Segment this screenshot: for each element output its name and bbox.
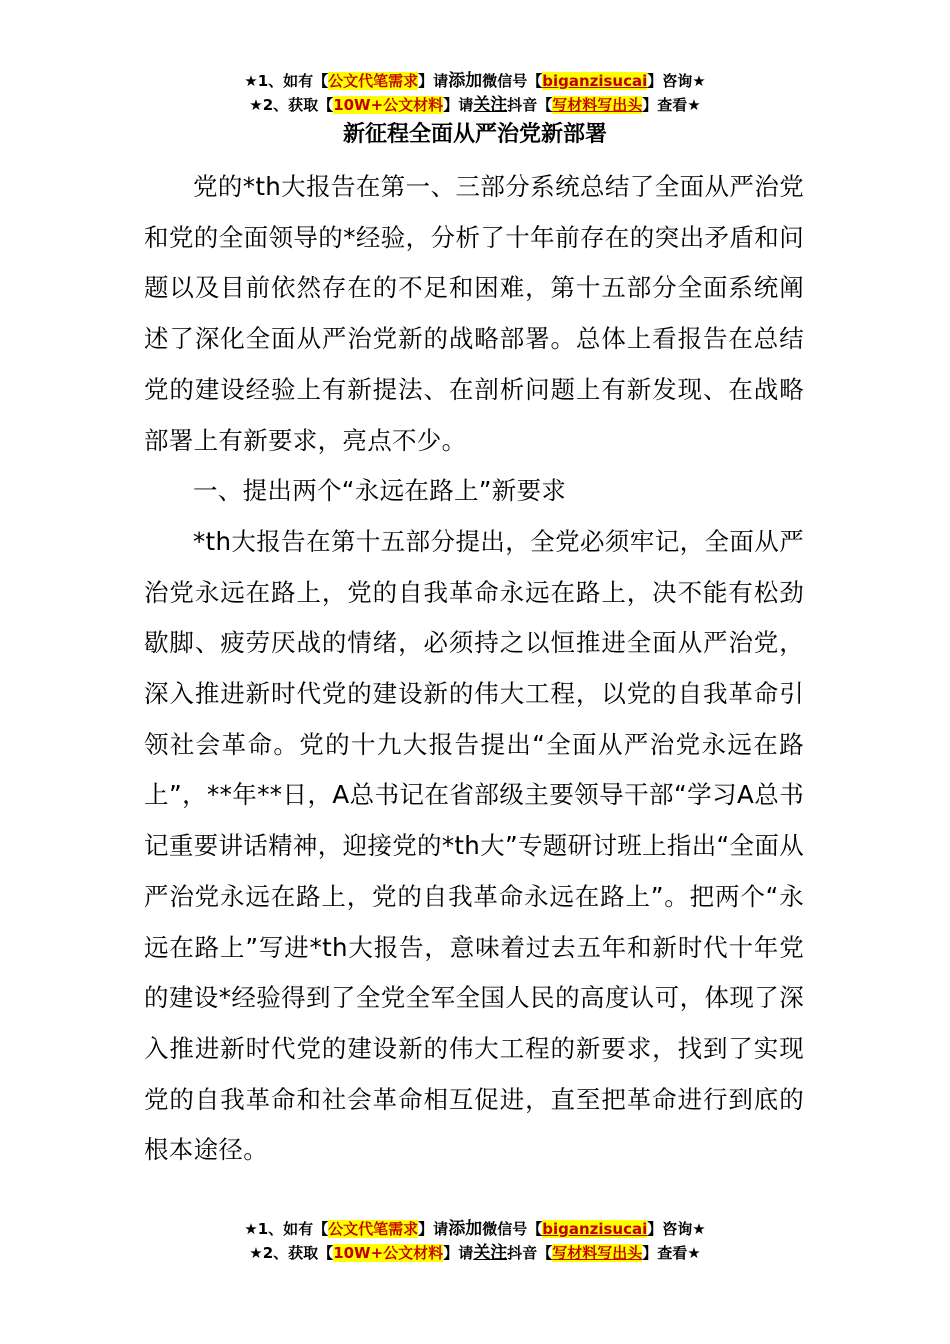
footer-highlight-materials: 10W+公文材料 — [333, 1244, 444, 1262]
banner-douyin-account: 写材料写出头 — [552, 96, 643, 114]
document-title: 新征程全面从严治党新部署 — [342, 122, 607, 147]
footer-highlight-service: 公文代笔需求 — [328, 1220, 419, 1238]
banner-wechat-id: biganzisucai — [542, 72, 648, 90]
header-banner — [0, 69, 950, 117]
banner-emphasis-add: 添加 — [448, 71, 483, 91]
section-heading-1: 一、提出两个“永远在路上”新要求 — [193, 476, 567, 506]
document-body — [144, 162, 804, 1176]
paragraph-intro: 党的*th大报告在第一、三部分系统总结了全面从严治党和党的全面领导的*经验，分析了十年前存在的突出矛盾和问题以及目前依然存在的不足和困难，第十五部分全面系统阐述了深化全面从严治党新的战略部署。总体上看报告在总结党的建设经验上有新提法、在剖析问题上有新发现、在战略部署上有新要求，亮点不少。 — [144, 172, 804, 455]
banner-emphasis-follow: 关注 — [473, 95, 508, 115]
footer-line-2: ★2、获取【10W+公文材料】请关注抖音【写材料写出头】查看★ — [249, 1243, 701, 1263]
footer-douyin-account: 写材料写出头 — [552, 1244, 643, 1262]
footer-banner — [0, 1217, 950, 1265]
banner-highlight-service: 公文代笔需求 — [328, 72, 419, 90]
footer-line-1: ★1、如有【公文代笔需求】请添加微信号【biganzisucai】咨询★ — [244, 1219, 706, 1239]
banner-line-2: ★2、获取【10W+公文材料】请关注抖音【写材料写出头】查看★ — [249, 95, 701, 115]
banner-line-1: ★1、如有【公文代笔需求】请添加微信号【biganzisucai】咨询★ — [244, 71, 706, 91]
banner-highlight-materials: 10W+公文材料 — [333, 96, 444, 114]
paragraph-section-1: *th大报告在第十五部分提出，全党必须牢记，全面从严治党永远在路上，党的自我革命永远在路上，决不能有松劲歇脚、疲劳厌战的情绪，必须持之以恒推进全面从严治党，深入推进新时代党的建设新的伟大工程，以党的自我革命引领社会革命。党的十九大报告提出“全面从严治党永远在路上”，**年**日，A总书记在省部级主要领导干部“学习A总书记重要讲话精神，迎接党的*th大”专题研讨班上指出“全面从严治党永远在路上，党的自我革命永远在路上”。把两个“永远在路上”写进*th大报告，意味着过去五年和新时代十年党的建设*经验得到了全党全军全国人民的高度认可，体现了深入推进新时代党的建设新的伟大工程的新要求，找到了实现党的自我革命和社会革命相互促进，直至把革命进行到底的根本途径。 — [144, 526, 804, 1165]
footer-emphasis-follow: 关注 — [473, 1243, 508, 1263]
footer-wechat-id: biganzisucai — [542, 1220, 648, 1238]
footer-emphasis-add: 添加 — [448, 1219, 483, 1239]
